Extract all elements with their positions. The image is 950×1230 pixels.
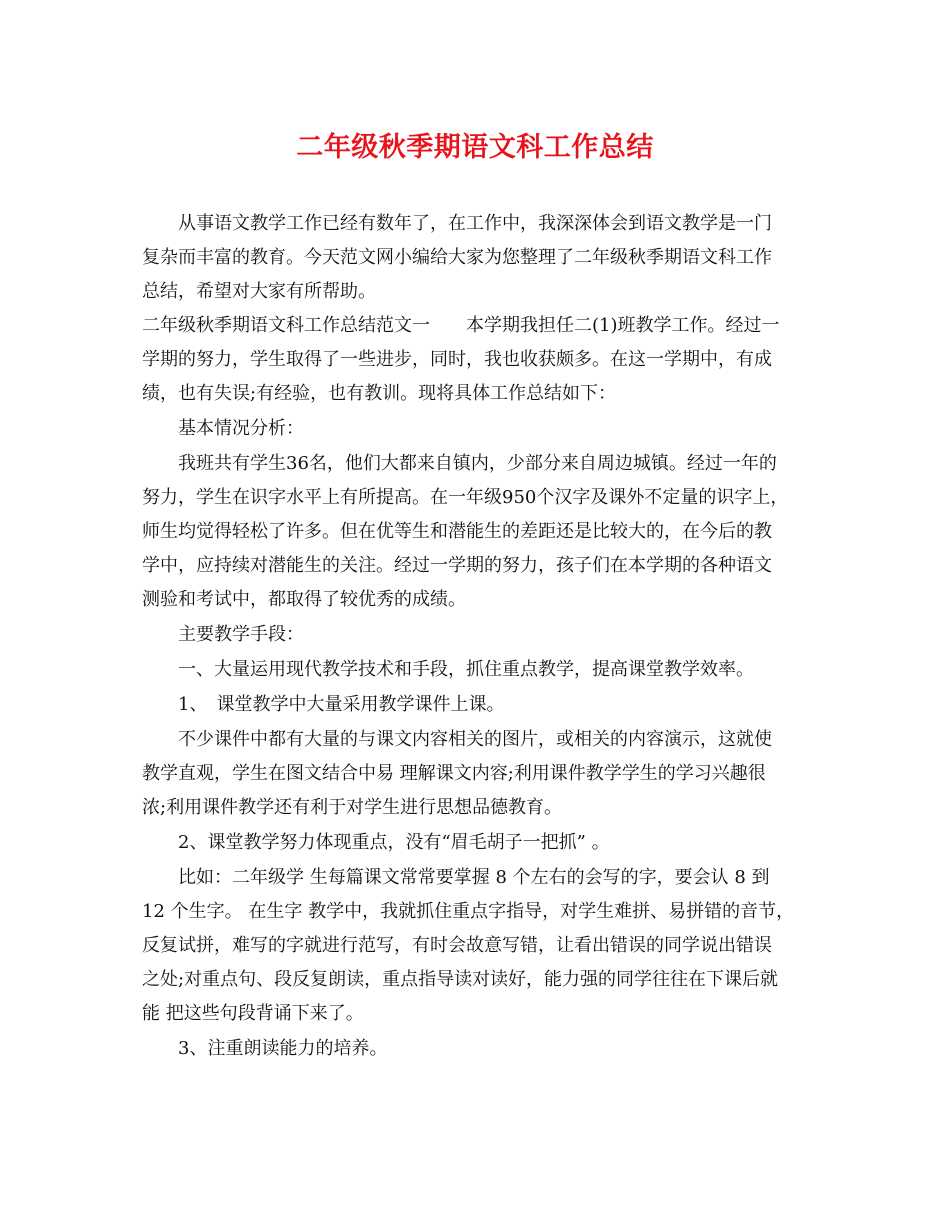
body-line: 学中，应持续对潜能生的关注。经过一学期的努力，孩子们在本学期的各种语文 — [142, 555, 772, 576]
body-line: 浓;利用课件教学还有利于对学生进行思想品德教育。 — [142, 797, 563, 818]
body-line: 努力，学生在识字水平上有所提高。在一年级950个汉字及课外不定量的识字上， — [142, 487, 789, 508]
body-line: 3、注重朗读能力的培养。 — [178, 1038, 388, 1059]
body-line: 一、大量运用现代教学技术和手段，抓住重点教学，提高课堂教学效率。 — [178, 659, 754, 680]
body-line: 从事语文教学工作已经有数年了，在工作中，我深深体会到语文教学是一门 — [178, 213, 772, 234]
section-heading: 主要教学手段： — [178, 624, 304, 645]
body-line: 1、 课堂教学中大量采用教学课件上课。 — [178, 694, 505, 715]
body-line: 二年级秋季期语文科工作总结范文一 本学期我担任二(1)班教学工作。经过一 — [142, 315, 780, 336]
body-line: 测验和考试中，都取得了较优秀的成绩。 — [142, 589, 466, 610]
document-title: 二年级秋季期语文科工作总结 — [296, 132, 654, 163]
body-line: 比如：二年级学 生每篇课文常常要掌握 8 个左右的会写的字，要会认 8 到 — [178, 867, 770, 888]
body-line: 教学直观，学生在图文结合中易 理解课文内容;利用课件教学学生的学习兴趣很 — [142, 763, 766, 784]
body-line: 之处;对重点句、段反复朗读，重点指导读对读好，能力强的同学往往在下课后就 — [142, 969, 779, 990]
body-line: 12 个生字。 在生字 教学中，我就抓住重点字指导，对学生难拼、易拼错的音节， — [142, 901, 795, 922]
body-line: 学期的努力，学生取得了一些进步，同时，我也收获颇多。在这一学期中，有成 — [142, 349, 772, 370]
body-line: 能 把这些句段背诵下来了。 — [142, 1003, 364, 1024]
body-line: 2、课堂教学努力体现重点，没有“眉毛胡子一把抓” 。 — [178, 832, 610, 853]
body-line: 我班共有学生36名，他们大都来自镇内，少部分来自周边城镇。经过一年的 — [178, 453, 777, 474]
section-heading: 基本情况分析： — [178, 418, 304, 439]
body-line: 绩，也有失误;有经验，也有教训。现将具体工作总结如下： — [142, 383, 617, 404]
body-line: 反复试拼，难写的字就进行范写，有时会故意写错，让看出错误的同学说出错误 — [142, 935, 772, 956]
body-line: 总结，希望对大家有所帮助。 — [142, 281, 376, 302]
body-line: 复杂而丰富的教育。今天范文网小编给大家为您整理了二年级秋季期语文科工作 — [142, 247, 772, 268]
body-line: 师生均觉得轻松了许多。但在优等生和潜能生的差距还是比较大的，在今后的教 — [142, 521, 772, 542]
body-line: 不少课件中都有大量的与课文内容相关的图片，或相关的内容演示，这就使 — [178, 729, 772, 750]
